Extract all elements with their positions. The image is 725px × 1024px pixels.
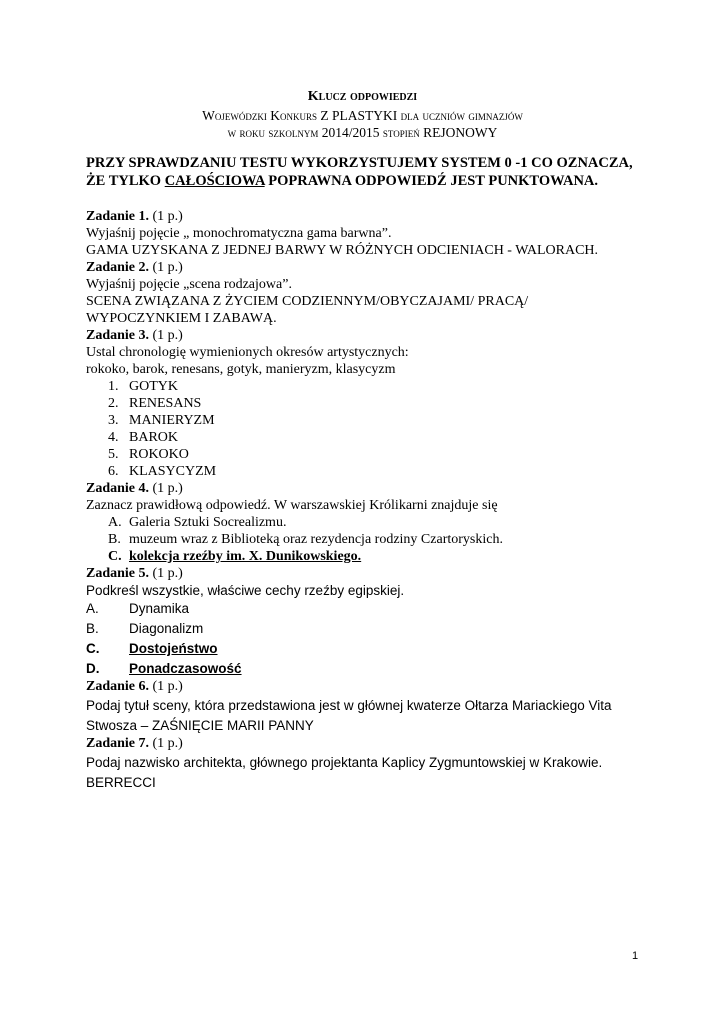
task-1-points: (1 p.) xyxy=(149,209,183,224)
task-3-header xyxy=(86,327,183,344)
doc-title: Klucz odpowiedzi xyxy=(307,89,418,104)
task-4-option-b: B. muzeum wraz z Biblioteką oraz rezydencja rodziny Czartoryskich. xyxy=(108,532,503,547)
task-6-points: (1 p.) xyxy=(149,679,183,694)
task-5-option-c: C. Dostojeństwo xyxy=(86,641,218,656)
task-2-label: Zadanie 2. xyxy=(86,260,150,275)
task-1-answer: GAMA UZYSKANA Z JEDNEJ BARWY W RÓŻNYCH ODCIENIACH - WALORACH. xyxy=(86,243,599,258)
task-6-answer: ZAŚNIĘCIE MARII PANNY xyxy=(152,718,314,733)
task-5-points: (1 p.) xyxy=(149,566,183,581)
intro-underlined: CAŁOŚCIOWA xyxy=(164,173,265,189)
list-item: 1. GOTYK xyxy=(108,379,178,394)
task-7-answer: BERRECCI xyxy=(86,775,156,790)
task-1-header xyxy=(86,208,183,225)
intro-suffix: POPRAWNA ODPOWIEDŹ JEST PUNKTOWANA. xyxy=(264,173,599,189)
task-5-option-a: A. Dynamika xyxy=(86,601,190,616)
intro-line1: PRZY SPRAWDZANIU TESTU WYKORZYSTUJEMY SYSTEM 0 -1 CO OZNACZA, xyxy=(86,155,633,171)
task-5-question: Podkreśl wszystkie, właściwe cechy rzeźby egipskiej. xyxy=(86,583,405,598)
list-item: 5. ROKOKO xyxy=(108,447,189,462)
task-5-option-b: B. Diagonalizm xyxy=(86,621,204,636)
task-4-header xyxy=(86,480,183,497)
task-2-answer-line1: SCENA ZWIĄZANA Z ŻYCIEM CODZIENNYM/OBYCZAJAMI/ PRACĄ/ xyxy=(86,294,529,309)
task-5-header xyxy=(86,565,183,582)
task-7-header xyxy=(86,735,183,752)
task-7-points: (1 p.) xyxy=(149,736,183,751)
task-6-question-line1: Podaj tytuł sceny, która przedstawiona jest w głównej kwaterze Ołtarza Mariackiego Vita xyxy=(86,698,612,713)
doc-subtitle-line2: w roku szkolnym 2014/2015 stopień REJONOWY xyxy=(227,125,498,140)
intro-prefix: ŻE TYLKO xyxy=(86,173,165,189)
task-5-option-d: D. Ponadczasowość xyxy=(86,661,242,676)
task-6-header xyxy=(86,678,183,695)
task-3-question: Ustal chronologię wymienionych okresów artystycznych: xyxy=(86,345,409,360)
task-4-points: (1 p.) xyxy=(149,481,183,496)
task-7-question: Podaj nazwisko architekta, głównego projektanta Kaplicy Zygmuntowskiej w Krakowie. xyxy=(86,755,603,770)
list-item: 4. BAROK xyxy=(108,430,179,445)
task-3-label: Zadanie 3. xyxy=(86,328,150,343)
task-6-label: Zadanie 6. xyxy=(86,679,150,694)
intro-line2 xyxy=(86,173,646,190)
task-2-points: (1 p.) xyxy=(149,260,183,275)
page-number: 1 xyxy=(632,950,639,962)
task-2-header xyxy=(86,259,183,276)
task-1-label: Zadanie 1. xyxy=(86,209,150,224)
task-7-label: Zadanie 7. xyxy=(86,736,150,751)
task-2-question: Wyjaśnij pojęcie „scena rodzajowa”. xyxy=(86,277,292,292)
task-5-label: Zadanie 5. xyxy=(86,566,150,581)
task-3-given: rokoko, barok, renesans, gotyk, manieryzm, klasycyzm xyxy=(86,362,396,377)
list-item: 3. MANIERYZM xyxy=(108,413,215,428)
task-4-option-a: A. Galeria Sztuki Socrealizmu. xyxy=(108,515,287,530)
task-4-label: Zadanie 4. xyxy=(86,481,150,496)
list-item: 2. RENESANS xyxy=(108,396,202,411)
task-4-option-c: C. kolekcja rzeźby im. X. Dunikowskiego. xyxy=(108,549,362,564)
list-item: 6. KLASYCYZM xyxy=(108,464,217,479)
task-1-question: Wyjaśnij pojęcie „ monochromatyczna gama barwna”. xyxy=(86,226,392,241)
doc-subtitle-line1: Wojewódzki Konkurs Z PLASTYKI dla uczniów gimnazjów xyxy=(202,108,523,123)
task-2-answer-line2: WYPOCZYNKIEM I ZABAWĄ. xyxy=(86,311,277,326)
task-3-points: (1 p.) xyxy=(149,328,183,343)
task-4-question: Zaznacz prawidłową odpowiedź. W warszawskiej Królikarni znajduje się xyxy=(86,498,498,513)
task-6-question-line2: Stwosza – ZAŚNIĘCIE MARII PANNY xyxy=(86,718,314,733)
